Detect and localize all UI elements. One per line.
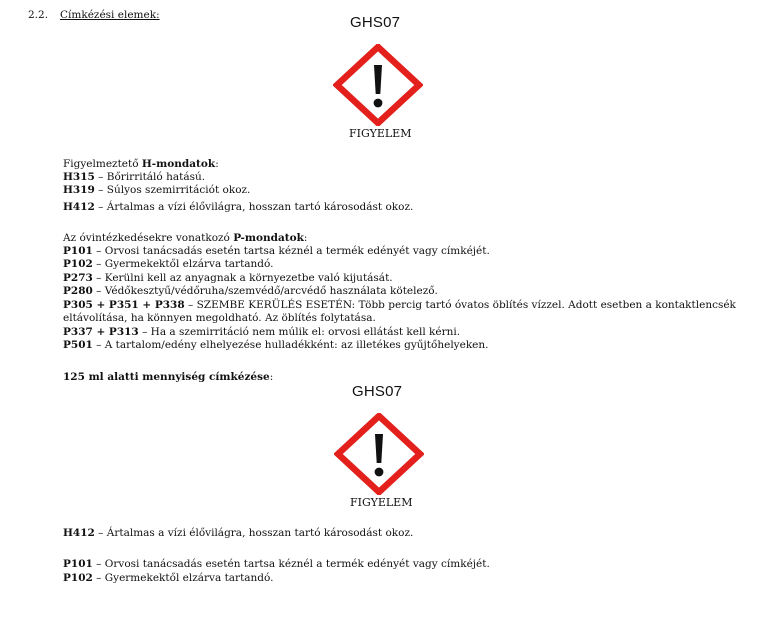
section-number: 2.2.	[28, 9, 49, 21]
statement-text: – Gyermekektől elzárva tartandó.	[92, 258, 274, 270]
p-statement	[63, 285, 438, 298]
statement-text: – Orvosi tanácsadás esetén tartsa kéznél a termék edényét vagy címkéjét.	[92, 558, 490, 570]
heading-bold: 125 ml alatti mennyiség címkézése	[63, 371, 270, 383]
h-statement	[63, 171, 205, 184]
p-statements-intro	[63, 232, 307, 245]
signal-word: FIGYELEM	[350, 496, 413, 509]
p-statement	[63, 299, 753, 325]
statement-code: P337 + P313	[63, 326, 139, 338]
statement-text: – Orvosi tanácsadás esetén tartsa kéznél a termék edényét vagy címkéjét.	[92, 245, 490, 257]
exclamation-mark-diamond-icon	[334, 413, 424, 495]
statement-code: H412	[63, 201, 95, 213]
exclamation-mark-diamond-icon	[333, 44, 423, 126]
intro-suffix: :	[215, 158, 219, 170]
p-statement	[63, 558, 490, 571]
statement-code: P501	[63, 339, 93, 351]
signal-word: FIGYELEM	[349, 127, 412, 140]
h-statements-intro	[63, 158, 219, 171]
p-statement	[63, 572, 274, 585]
intro-text: Az óvintézkedésekre vonatkozó	[63, 232, 234, 244]
statement-text: – A tartalom/edény elhelyezése hulladékként: az illetékes gyűjtőhelyeken.	[92, 339, 489, 351]
statement-text: – Védőkesztyű/védőruha/szemvédő/arcvédő használata kötelező.	[92, 285, 438, 297]
statement-text: – Ha a szemirritáció nem múlik el: orvosi ellátást kell kérni.	[138, 326, 461, 338]
section-title: Címkézési elemek:	[60, 9, 160, 21]
intro-bold: H-mondatok	[141, 158, 216, 170]
ghs-code-label: GHS07	[352, 383, 403, 400]
statement-code: H315	[63, 171, 95, 183]
h-statement	[63, 527, 413, 540]
statement-text: – SZEMBE KERÜLÉS ESETÉN: Több percig tartó óvatos öblítés vízzel. Adott esetben a kontaktlencsék eltávolítása, ha könnyen megoldható. Az öblítés folytatása.	[63, 299, 736, 324]
ghs-code-label: GHS07	[350, 14, 401, 31]
p-statement	[63, 272, 393, 285]
statement-text: – Ártalmas a vízi élővilágra, hosszan tartó károsodást okoz.	[94, 201, 414, 213]
statement-code: H412	[63, 527, 95, 539]
intro-bold: P-mondatok	[233, 232, 304, 244]
statement-text: – Bőrirritáló hatású.	[94, 171, 206, 183]
heading-suffix: :	[269, 371, 274, 383]
statement-text: – Súlyos szemirritációt okoz.	[94, 184, 251, 196]
statement-code: P102	[63, 258, 93, 270]
statement-code: P305 + P351 + P338	[63, 299, 185, 311]
statement-code: H319	[63, 184, 95, 196]
h-statement	[63, 184, 250, 197]
p-statement	[63, 258, 274, 271]
p-statement	[63, 245, 490, 258]
p-statement	[63, 326, 460, 339]
statement-text: – Kerülni kell az anyagnak a környezetbe való kijutását.	[92, 272, 393, 284]
small-label-heading	[63, 371, 273, 384]
statement-code: P280	[63, 285, 93, 297]
p-statement	[63, 339, 489, 352]
intro-suffix: :	[303, 232, 308, 244]
statement-text: – Ártalmas a vízi élővilágra, hosszan tartó károsodást okoz.	[94, 527, 414, 539]
statement-code: P273	[63, 272, 93, 284]
intro-text: Figyelmeztető	[63, 158, 142, 170]
statement-code: P101	[63, 558, 93, 570]
statement-text: – Gyermekektől elzárva tartandó.	[92, 572, 274, 584]
h-statement	[63, 201, 413, 214]
statement-code: P101	[63, 245, 93, 257]
statement-code: P102	[63, 572, 93, 584]
